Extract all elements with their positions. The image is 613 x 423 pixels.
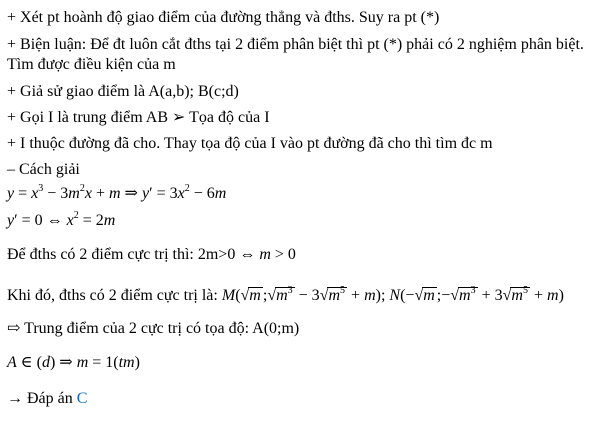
text-segment: y	[141, 185, 150, 202]
line-goi-i	[7, 108, 607, 128]
text-segment: ;	[262, 287, 268, 304]
text-segment: m	[364, 287, 376, 304]
text-segment: + Biện luận: Để đt luôn cắt đths tại 2 điểm phân biệt thì pt (*) phải có 2 nghiệm phân biệt. Tìm được điều kiện của m	[7, 36, 584, 73]
text-segment: m	[459, 287, 471, 304]
text-segment: ⇒	[120, 185, 142, 202]
text-segment: > 0	[270, 246, 296, 263]
text-segment: y	[7, 212, 15, 229]
text-segment: ′ = 3	[149, 185, 178, 202]
text-segment: m	[249, 287, 261, 304]
line-cuc-tri	[7, 286, 607, 306]
text-segment: m	[259, 246, 271, 263]
text-segment: ) ⇒	[49, 354, 77, 371]
text-segment: +	[529, 287, 547, 304]
text-segment: 5	[522, 285, 528, 296]
text-segment: ∈ (	[16, 354, 42, 371]
text-segment: 2	[79, 183, 85, 194]
text-segment: y	[7, 185, 15, 202]
text-segment: );	[375, 287, 390, 304]
line-gia-su	[7, 82, 607, 102]
text-segment: m	[76, 354, 89, 371]
text-segment: − 3	[294, 287, 320, 304]
radical-sign: √	[240, 287, 250, 304]
text-segment: Khi đó, đths có 2 điểm cực trị là:	[7, 287, 222, 304]
sqrt-radical	[267, 287, 294, 304]
text-segment: → Đáp án	[7, 390, 77, 407]
text-segment: + Gọi I là trung điểm AB ➢ Tọa độ của I	[7, 109, 270, 126]
line-cach-giai	[7, 160, 607, 180]
text-segment: = 2	[78, 212, 104, 229]
line-trung-diem	[7, 319, 607, 339]
text-segment: ;−	[436, 287, 451, 304]
text-segment: ⇨ Trung điểm của 2 cực trị có tọa độ: A(0;m)	[7, 320, 300, 337]
text-segment: 3	[38, 183, 44, 194]
text-segment: = 1(	[88, 354, 119, 371]
sqrt-radical	[241, 287, 263, 304]
sqrt-radical	[503, 287, 530, 304]
eq-critical	[7, 211, 607, 231]
text-segment: m	[108, 185, 121, 202]
text-segment: – Cách giải	[7, 161, 80, 178]
text-segment: m	[423, 287, 435, 304]
sqrt-radical	[320, 287, 347, 304]
text-segment: (	[235, 287, 241, 304]
text-segment: 2	[184, 183, 190, 194]
text-segment: x	[177, 185, 185, 202]
text-segment: m	[547, 287, 559, 304]
radicand	[422, 287, 437, 305]
radical-sign: √	[502, 287, 512, 304]
text-segment: +	[347, 287, 365, 304]
text-segment: m	[276, 287, 288, 304]
text-segment: m	[68, 185, 80, 202]
text-segment: m	[214, 185, 227, 202]
text-segment: 3	[470, 285, 476, 296]
text-segment: =	[14, 185, 32, 202]
text-segment: x	[31, 185, 39, 202]
text-segment: − 3	[43, 185, 69, 202]
text-segment: )	[134, 354, 140, 371]
text-segment: A	[7, 354, 17, 371]
radicand	[510, 287, 530, 305]
text-segment: m	[103, 212, 116, 229]
text-segment: + 3	[477, 287, 503, 304]
text-segment: + Xét pt hoành độ giao điểm của đường thẳng và đths. Suy ra pt (*)	[7, 9, 440, 26]
radical-sign: √	[450, 287, 460, 304]
text-segment: +	[91, 185, 109, 202]
text-segment: + Giả sử giao điểm là A(a,b); B(c;d)	[7, 83, 239, 100]
line-xet-pt	[7, 8, 607, 28]
text-segment: M	[221, 287, 236, 304]
text-segment: d	[41, 354, 50, 371]
text-segment: 2	[73, 210, 79, 221]
text-segment: x	[66, 212, 74, 229]
radical-sign: √	[414, 287, 424, 304]
sqrt-radical	[450, 287, 477, 304]
radical-sign: √	[319, 287, 329, 304]
eq-derivative	[7, 184, 607, 204]
text-segment: x	[84, 185, 92, 202]
sqrt-radical	[414, 287, 436, 304]
line-i-thuoc	[7, 134, 607, 154]
text-segment: Để đths có 2 điểm cực trị thì: 2m>0 ⇔	[7, 246, 260, 263]
radicand	[248, 287, 263, 305]
line-dap-an	[7, 389, 607, 409]
text-segment: 3	[287, 285, 293, 296]
text-segment: m	[511, 287, 523, 304]
radicand	[458, 287, 478, 305]
text-segment: m	[328, 287, 341, 304]
text-segment: )	[558, 287, 564, 304]
text-segment: N	[389, 287, 401, 304]
line-bien-luan	[7, 35, 607, 75]
line-dieu-kien	[7, 245, 607, 265]
text-segment: + I thuộc đường đã cho. Thay tọa độ của I vào pt đường đã cho thì tìm đc m	[7, 135, 493, 152]
text-segment: (−	[400, 287, 415, 304]
text-segment: ′ = 0 ⇔	[14, 212, 67, 229]
text-segment: tm	[118, 354, 135, 371]
radical-sign: √	[267, 287, 277, 304]
answer-letter: C	[76, 390, 88, 407]
text-segment: 5	[340, 285, 346, 296]
text-segment: − 6	[189, 185, 215, 202]
radicand	[327, 287, 347, 305]
radicand	[275, 287, 295, 305]
eq-conclusion	[7, 353, 607, 373]
